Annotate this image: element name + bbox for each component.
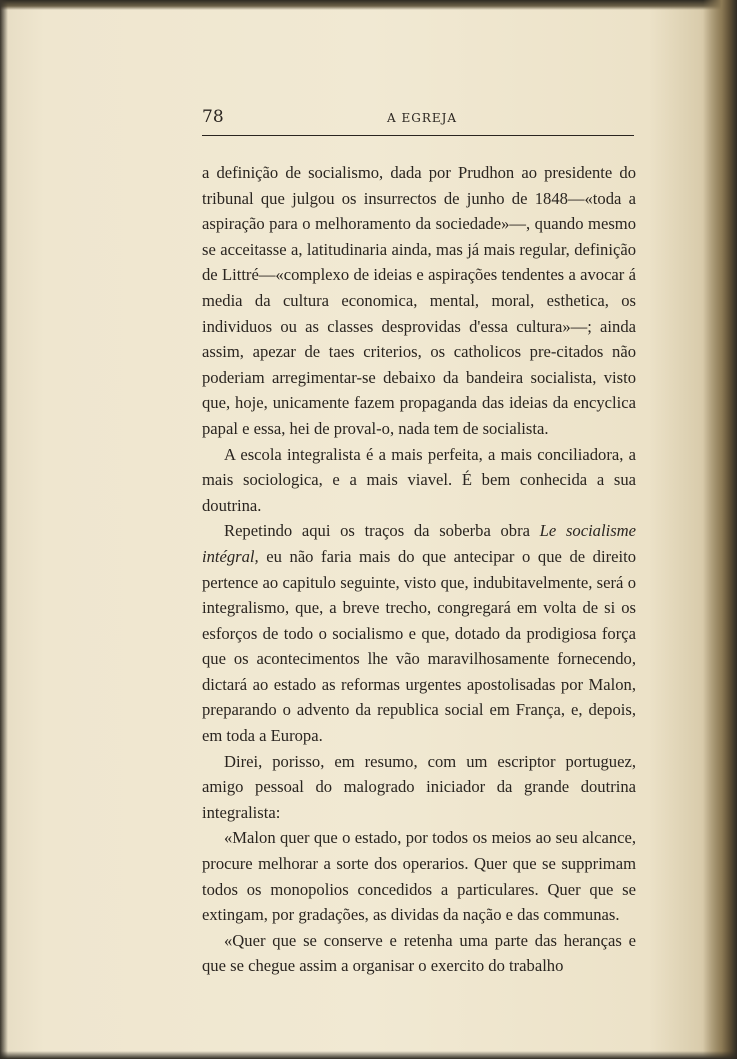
paragraph-3 (202, 518, 636, 748)
paragraph-5: «Malon quer que o estado, por todos os meios ao seu alcance, procure melhorar a sorte dos operarios. Quer que se supprimam todos os monopolios concedidos a particulares. Quer que se extingam, por gradações, as dividas da nação e das communas. (202, 828, 636, 925)
paragraph-2: A escola integralista é a mais perfeita, a mais conciliadora, a mais sociologica, e a mais viavel. É bem conhecida a sua doutrina. (202, 444, 636, 515)
paragraph-3-before: Repetindo aqui os traços da soberba obra (224, 521, 540, 541)
page-bottom-edge (0, 1051, 737, 1059)
paragraph-3-after: eu não faria mais do que antecipar o que de direito pertence ao capitulo seguinte, visto que, indubitavelmente, será o integralismo, que, a breve trecho, congregará em volta de si os esforços de todo o socialismo e que, dotado da prodigiosa força que os acontecimentos lhe vão maravilhosamente fornecendo, dictará ao estado as reformas urgentes apostolisadas por Malon, preparando o advento da republica social em França, e, depois, em toda a Europa. (202, 546, 636, 746)
body-text (202, 160, 636, 979)
page-spine-shadow (703, 0, 737, 1059)
book-title-italic: Le socialisme intégral, (202, 521, 636, 566)
paragraph-6: «Quer que se conserve e retenha uma parte das heranças e que se chegue assim a organisar o exercito do trabalho (202, 930, 636, 976)
paragraph-4: Direi, porisso, em resumo, com um escriptor portuguez, amigo pessoal do malogrado iniciador da grande doutrina integralista: (202, 751, 636, 822)
paragraph-1: a definição de socialismo, dada por Prudhon ao presidente do tribunal que julgou os insurrectos de junho de 1848—«toda a aspiração para o melhoramento da sociedade»—, quando mesmo se acceitasse a, latitudinaria ainda, mas já mais regular, definição de Littré—«complexo de ideias e aspirações tendentes a avocar á media da cultura economica, mental, moral, esthetica, os individuos ou as classes desprovidas d'essa cultura»—; ainda assim, apezar de taes criterios, os catholicos pre-citados não poderiam arregimentar-se debaixo da bandeira socialista, visto que, hoje, unicamente fazem propaganda das ideias da encyclica papal e essa, hei de proval-o, nada tem de socialista. (202, 163, 636, 438)
page-number: 78 (202, 107, 224, 127)
running-head (202, 103, 634, 131)
header-rule (202, 135, 634, 136)
page-top-edge (0, 0, 737, 10)
page-left-edge (0, 0, 8, 1059)
running-title: A EGREJA (387, 111, 458, 125)
